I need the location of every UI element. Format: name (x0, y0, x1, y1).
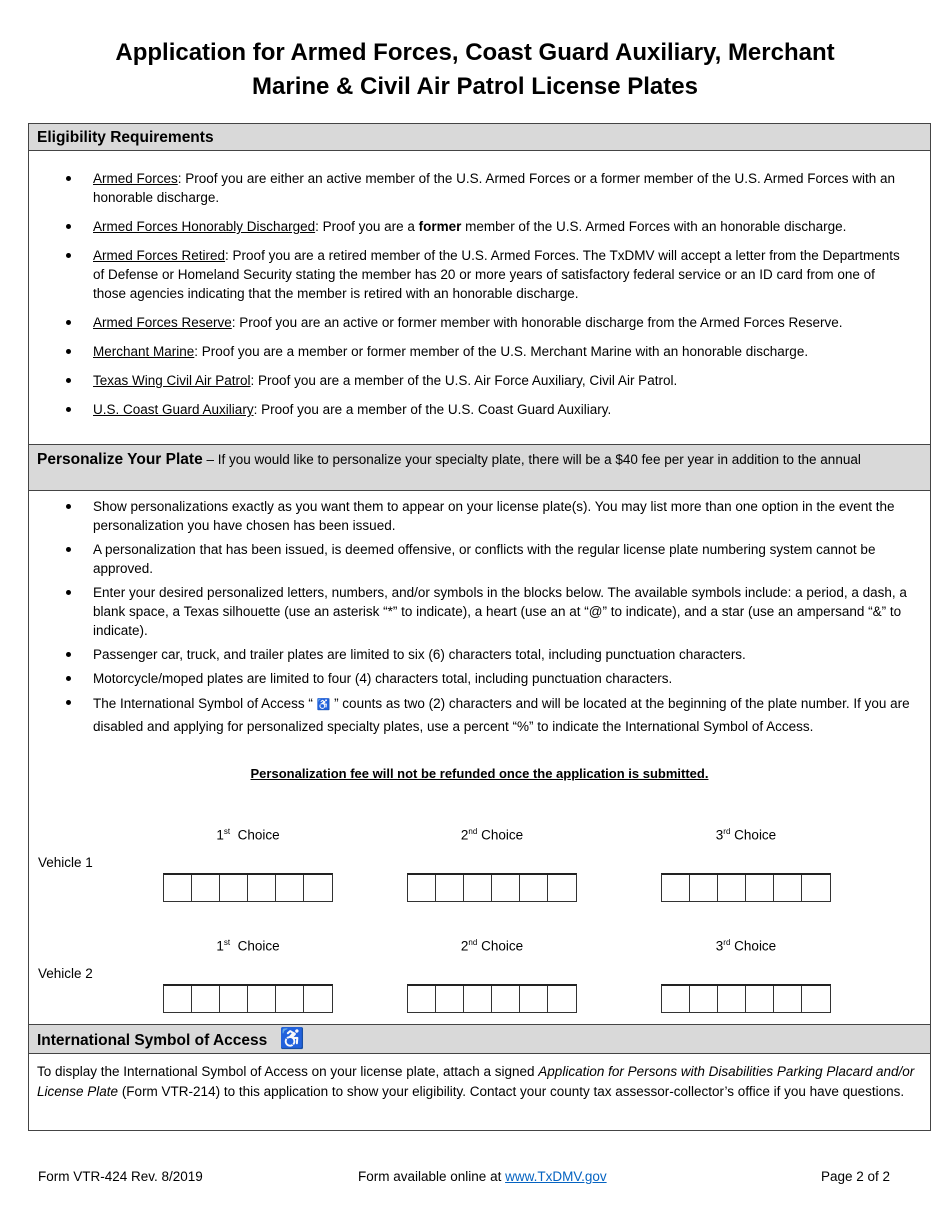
choice-label (661, 827, 831, 843)
eligibility-item (29, 313, 930, 332)
choice-suffix: nd (468, 827, 478, 836)
character-box[interactable] (774, 875, 802, 901)
eligibility-term: Merchant Marine (93, 344, 195, 359)
wheelchair-icon: ♿ (316, 699, 331, 711)
choice-label (407, 938, 577, 954)
choice-suffix: rd (723, 938, 731, 947)
isa-item-text: The International Symbol of Access “ (93, 696, 317, 711)
isa-item-text: ” counts as two (2) characters and will be located at the beginning of the plate number. If you are disabled and applying for personalized specialty plates, use a percent “%” to indicate the International Symbol of Access. (93, 696, 910, 734)
eligibility-text: : Proof you are a (315, 219, 419, 234)
personalize-header: Personalize Your Plate – If you would like to personalize your specialty plate, there will be a $40 fee per year in addition to the annual (29, 444, 930, 491)
choice-label (163, 827, 333, 843)
choice-text: Choice (477, 938, 524, 954)
vehicle-label: Vehicle 2 (38, 966, 93, 981)
choice-number: 1 (216, 938, 224, 954)
eligibility-item (29, 169, 930, 207)
character-box[interactable] (408, 986, 436, 1012)
eligibility-item (29, 217, 930, 236)
character-box[interactable] (164, 875, 192, 901)
character-box[interactable] (492, 875, 520, 901)
character-box[interactable] (192, 986, 220, 1012)
character-box[interactable] (746, 986, 774, 1012)
character-box[interactable] (662, 986, 690, 1012)
eligibility-item (29, 400, 930, 419)
plate-character-boxes[interactable] (163, 873, 333, 902)
character-box[interactable] (276, 986, 304, 1012)
refund-note: Personalization fee will not be refunded once the application is submitted. (250, 766, 709, 781)
eligibility-text: : Proof you are an active or former member with honorable discharge from the Armed Forces Reserve. (231, 315, 843, 330)
eligibility-text: : Proof you are a member of the U.S. Air Force Auxiliary, Civil Air Patrol. (250, 373, 678, 388)
choice-number: 1 (216, 827, 224, 843)
choice-number: 3 (715, 827, 724, 843)
character-box[interactable] (248, 875, 276, 901)
choice-label (661, 938, 831, 954)
character-box[interactable] (662, 875, 690, 901)
eligibility-text: : Proof you are a member or former member of the U.S. Merchant Marine with an honorable discharge. (194, 344, 809, 359)
eligibility-term: Armed Forces Honorably Discharged (93, 219, 316, 234)
character-box[interactable] (520, 875, 548, 901)
footer-online: Form available online at www.TxDMV.gov (358, 1169, 607, 1184)
eligibility-term: Armed Forces Retired (93, 248, 226, 263)
eligibility-item (29, 246, 930, 303)
character-box[interactable] (220, 986, 248, 1012)
character-box[interactable] (718, 875, 746, 901)
wheelchair-icon: ♿ (279, 1028, 305, 1050)
eligibility-item (29, 342, 930, 361)
character-box[interactable] (304, 875, 332, 901)
eligibility-text: : Proof you are a retired member of the U.S. Armed Forces. The TxDMV will accept a letter from the Departments of Defense or Homeland Security stating the member has 20 or more years of satisfactory federal service or an ID card from one of those agencies indicating that the member is retired with an honorable discharge. (93, 248, 900, 301)
form-frame (28, 123, 931, 1131)
choice-label (407, 827, 577, 843)
choice-label (163, 938, 333, 954)
page-number: Page 2 of 2 (821, 1169, 891, 1184)
eligibility-list (29, 169, 930, 429)
character-box[interactable] (774, 986, 802, 1012)
choice-number: 3 (715, 938, 724, 954)
choice-text: Choice (730, 938, 777, 954)
txdmv-link[interactable]: www.TxDMV.gov (505, 1169, 607, 1184)
choice-text: Choice (730, 827, 777, 843)
choice-suffix: st (223, 827, 231, 836)
character-box[interactable] (548, 986, 576, 1012)
character-box[interactable] (802, 986, 830, 1012)
character-box[interactable] (192, 875, 220, 901)
choice-text: Choice (230, 827, 280, 843)
plate-character-boxes[interactable] (661, 873, 831, 902)
eligibility-term: Armed Forces Reserve (93, 315, 232, 330)
character-box[interactable] (436, 986, 464, 1012)
character-box[interactable] (548, 875, 576, 901)
character-box[interactable] (492, 986, 520, 1012)
vehicle-label: Vehicle 1 (38, 855, 93, 870)
eligibility-text: : Proof you are a member of the U.S. Coast Guard Auxiliary. (253, 402, 612, 417)
character-box[interactable] (304, 986, 332, 1012)
character-box[interactable] (746, 875, 774, 901)
isa-header: International Symbol of Access ♿ (29, 1024, 930, 1054)
personalize-item: Show personalizations exactly as you want them to appear on your license plate(s). You may list more than one option in the event the personalization you have chosen has been issued. (29, 497, 930, 535)
character-box[interactable] (408, 875, 436, 901)
personalize-item (29, 693, 930, 737)
form-number: Form VTR-424 Rev. 8/2019 (38, 1169, 203, 1184)
choice-suffix: nd (468, 938, 478, 947)
character-box[interactable] (464, 986, 492, 1012)
eligibility-text: member of the U.S. Armed Forces with an honorable discharge. (461, 219, 847, 234)
character-box[interactable] (690, 986, 718, 1012)
personalize-item: A personalization that has been issued, is deemed offensive, or conflicts with the regular license plate numbering system cannot be approved. (29, 540, 930, 578)
eligibility-term: U.S. Coast Guard Auxiliary (93, 402, 254, 417)
choice-number: 2 (460, 827, 469, 843)
eligibility-text: : Proof you are either an active member of the U.S. Armed Forces or a former member of the U.S. Armed Forces with an honorable discharge. (93, 171, 896, 205)
character-box[interactable] (690, 875, 718, 901)
character-box[interactable] (464, 875, 492, 901)
character-box[interactable] (436, 875, 464, 901)
choice-text: Choice (230, 938, 280, 954)
choice-suffix: rd (723, 827, 731, 836)
choice-text: Choice (477, 827, 524, 843)
eligibility-item (29, 371, 930, 390)
character-box[interactable] (220, 875, 248, 901)
personalize-item: Motorcycle/moped plates are limited to four (4) characters total, including punctuation characters. (29, 669, 930, 688)
eligibility-term: Armed Forces (93, 171, 178, 186)
bold-text: former (418, 219, 462, 234)
character-box[interactable] (520, 986, 548, 1012)
personalize-list (29, 497, 930, 737)
eligibility-term: Texas Wing Civil Air Patrol (93, 373, 251, 388)
choice-number: 2 (460, 938, 469, 954)
character-box[interactable] (802, 875, 830, 901)
plate-character-boxes[interactable] (163, 984, 333, 1013)
character-box[interactable] (718, 986, 746, 1012)
personalize-item: Passenger car, truck, and trailer plates are limited to six (6) characters total, including punctuation characters. (29, 645, 930, 664)
personalize-item: Enter your desired personalized letters, numbers, and/or symbols in the blocks below. The available symbols include: a period, a dash, a blank space, a Texas silhouette (use an asterisk “*” to indicate), a heart (use an at “@” to indicate), and a star (use an ampersand “&” to indicate). (29, 583, 930, 640)
plate-character-boxes[interactable] (407, 984, 577, 1013)
character-box[interactable] (276, 875, 304, 901)
plate-character-boxes[interactable] (407, 873, 577, 902)
plate-character-boxes[interactable] (661, 984, 831, 1013)
choice-suffix: st (223, 938, 231, 947)
character-box[interactable] (248, 986, 276, 1012)
isa-text: To display the International Symbol of Access on your license plate, attach a signed Application for Persons with Disabilities Parking Placard and/or License Plate (Form VTR-214) to this application to show your eligibility. Contact your county tax assessor-collector’s office if you have questions. (37, 1064, 915, 1099)
character-box[interactable] (164, 986, 192, 1012)
page-title: Application for Armed Forces, Coast Guard Auxiliary, Merchant Marine & Civil Air Patrol License Plates (115, 39, 835, 100)
eligibility-header: Eligibility Requirements (29, 123, 930, 151)
